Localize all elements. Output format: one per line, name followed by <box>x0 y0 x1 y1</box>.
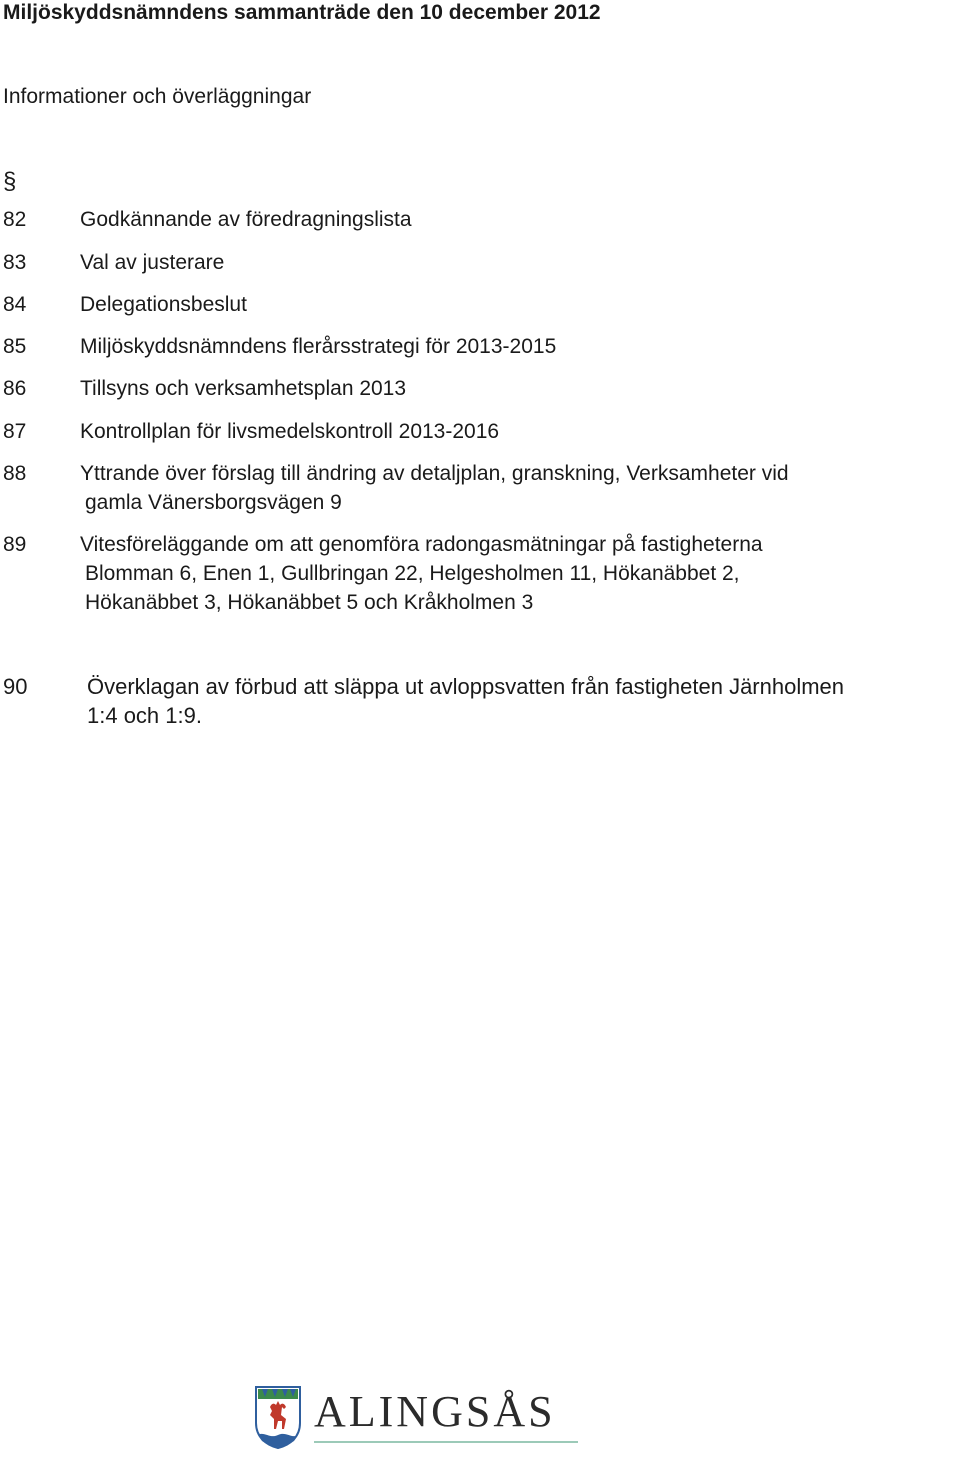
agenda-number: 88 <box>3 462 27 485</box>
agenda-item-83 <box>3 248 958 277</box>
agenda-title-line: Val av justerare <box>80 251 225 274</box>
agenda-number: 83 <box>3 251 27 274</box>
agenda-number: 90 <box>3 674 28 699</box>
agenda-number: 84 <box>3 293 27 316</box>
agenda-title-line: Vitesföreläggande om att genomföra radongasmätningar på fastigheterna <box>80 533 763 556</box>
agenda-number: 89 <box>3 533 27 556</box>
agenda-item-89 <box>3 530 958 617</box>
agenda-item-84 <box>3 290 958 319</box>
agenda-item-82 <box>3 205 958 234</box>
agenda-number: 85 <box>3 335 27 358</box>
agenda-title-line: Överklagan av förbud att släppa ut avloppsvatten från fastigheten Järnholmen <box>87 674 845 699</box>
agenda-title <box>80 290 958 319</box>
agenda-item-86 <box>3 374 958 403</box>
agenda-title-line: Godkännande av föredragningslista <box>80 208 412 231</box>
section-heading: Informationer och överläggningar <box>3 85 312 108</box>
agenda-title-line: Delegationsbeslut <box>80 293 247 316</box>
agenda-item-87 <box>3 417 958 446</box>
agenda-title-line: gamla Vänersborgsvägen 9 <box>85 491 342 514</box>
agenda-number: 87 <box>3 420 27 443</box>
agenda-title <box>80 332 958 361</box>
agenda-title-line: Hökanäbbet 3, Hökanäbbet 5 och Kråkholmen 3 <box>85 591 534 614</box>
agenda-title-line: Tillsyns och verksamhetsplan 2013 <box>80 377 407 400</box>
agenda-title <box>80 417 958 446</box>
agenda-title <box>80 248 958 277</box>
agenda-title-line: Kontrollplan för livsmedelskontroll 2013-2016 <box>80 420 500 443</box>
agenda-number: 86 <box>3 377 27 400</box>
paragraph-sign: § <box>3 168 17 195</box>
agenda-title-line: 1:4 och 1:9. <box>87 703 202 728</box>
agenda-item-85 <box>3 332 958 361</box>
agenda-title-line: Blomman 6, Enen 1, Gullbringan 22, Helgesholmen 11, Hökanäbbet 2, <box>85 562 740 585</box>
agenda-title <box>80 205 958 234</box>
coat-of-arms-icon <box>254 1385 302 1449</box>
page-title: Miljöskyddsnämndens sammanträde den 10 december 2012 <box>3 1 601 24</box>
agenda-title <box>87 672 958 730</box>
agenda-title <box>80 374 958 403</box>
agenda-title-line: Miljöskyddsnämndens flerårsstrategi för 2013-2015 <box>80 335 557 358</box>
agenda-number: 82 <box>3 208 27 231</box>
agenda-title <box>80 459 958 517</box>
agenda-item-88 <box>3 459 958 517</box>
logo-wordmark: ALINGSÅS <box>314 1387 556 1436</box>
agenda-title <box>80 530 958 617</box>
logo-underline <box>314 1441 578 1443</box>
alingsas-logo <box>254 1385 584 1453</box>
agenda-item-90 <box>3 672 958 730</box>
agenda-title-line: Yttrande över förslag till ändring av detaljplan, granskning, Verksamheter vid <box>80 462 789 485</box>
